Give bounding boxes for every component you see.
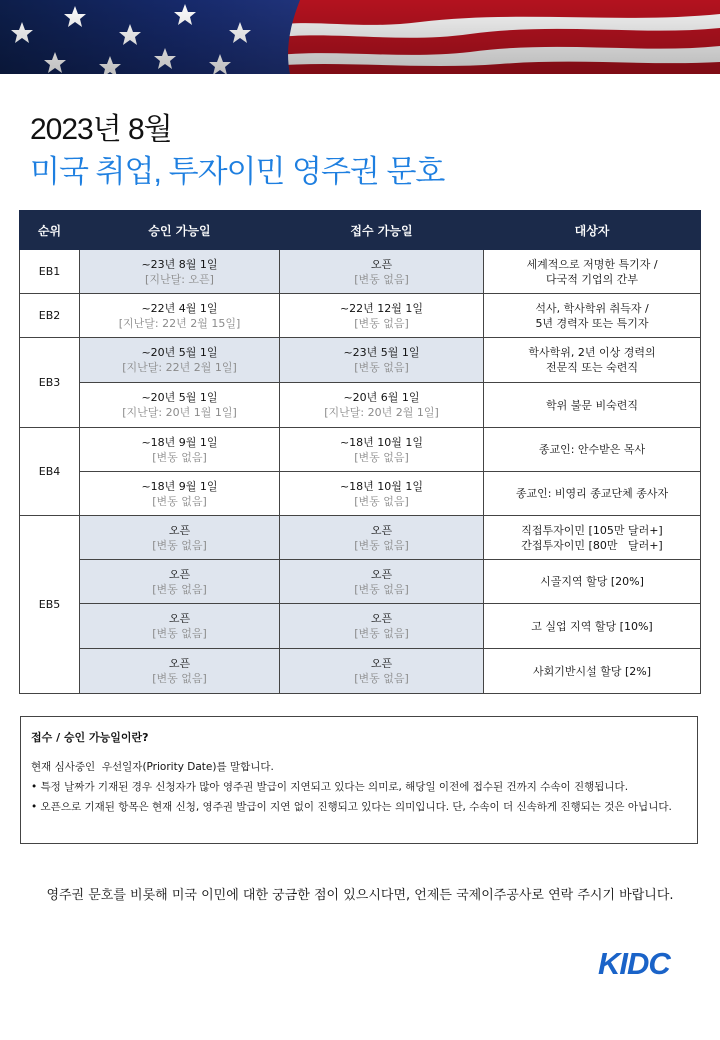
target-line: 학사학위, 2년 이상 경력의 bbox=[528, 346, 656, 359]
approval-note: [지난달: 22년 2월 15일] bbox=[118, 316, 241, 330]
filing-cell bbox=[280, 472, 484, 516]
table-row bbox=[20, 472, 701, 516]
approval-date: ~18년 9월 1일 bbox=[141, 479, 218, 493]
target-line: 세계적으로 저명한 특기자 / bbox=[526, 257, 658, 271]
filing-note: [변동 없음] bbox=[354, 627, 409, 640]
filing-note: [변동 없음] bbox=[354, 582, 409, 596]
filing-cell bbox=[280, 649, 484, 694]
filing-date: ~23년 5월 1일 bbox=[343, 346, 420, 359]
approval-date: ~20년 5월 1일 bbox=[141, 391, 218, 404]
filing-date: 오픈 bbox=[370, 567, 393, 581]
target-cell bbox=[484, 604, 701, 649]
approval-note: [변동 없음] bbox=[152, 494, 207, 508]
filing-date: ~20년 6월 1일 bbox=[343, 391, 420, 404]
table-row bbox=[20, 250, 701, 294]
page-title: 미국 취업, 투자이민 영주권 문호 bbox=[30, 154, 445, 189]
target-line: 5년 경력자 또는 특기자 bbox=[535, 316, 649, 330]
us-flag-banner bbox=[0, 0, 720, 74]
explanation-line: • 특정 날짜가 기재된 경우 신청자가 많아 영주권 발급이 지연되고 있다는 의미로, 해당일 이전에 접수된 건까지 수속이 진행됩니다. bbox=[31, 781, 629, 793]
target-cell bbox=[484, 428, 701, 472]
explanation-title: 접수 / 승인 가능일이란? bbox=[31, 731, 149, 744]
target-line: 다국적 기업의 간부 bbox=[545, 272, 638, 286]
approval-date: 오픈 bbox=[168, 612, 191, 625]
rank-eb5: EB5 bbox=[20, 516, 80, 694]
approval-date: ~20년 5월 1일 bbox=[141, 346, 218, 359]
target-line: 전문직 또는 숙련직 bbox=[545, 361, 638, 374]
filing-note: [변동 없음] bbox=[354, 361, 409, 374]
header-filing-date: 접수 가능일 bbox=[280, 211, 484, 250]
filing-date: ~18년 10월 1일 bbox=[339, 479, 424, 493]
filing-cell bbox=[280, 383, 484, 428]
approval-cell bbox=[80, 250, 280, 294]
table-row bbox=[20, 560, 701, 604]
kidc-logo bbox=[598, 944, 680, 984]
target-line: 사회기반시설 할당 [2%] bbox=[532, 664, 652, 678]
explanation-line: 현재 심사중인 우선일자(Priority Date)를 말합니다. bbox=[31, 761, 274, 773]
table-row bbox=[20, 649, 701, 694]
filing-date: 오픈 bbox=[370, 657, 393, 670]
explanation-box bbox=[20, 716, 698, 844]
filing-cell bbox=[280, 294, 484, 338]
table-row bbox=[20, 294, 701, 338]
filing-cell bbox=[280, 604, 484, 649]
filing-cell bbox=[280, 250, 484, 294]
target-line: 석사, 학사학위 취득자 / bbox=[535, 301, 649, 315]
approval-cell bbox=[80, 383, 280, 428]
approval-cell bbox=[80, 428, 280, 472]
filing-note: [변동 없음] bbox=[354, 272, 409, 286]
target-line: 간접투자이민 [80만 달러+] bbox=[521, 538, 663, 552]
target-cell bbox=[484, 560, 701, 604]
target-cell bbox=[484, 294, 701, 338]
header-target: 대상자 bbox=[484, 211, 701, 250]
approval-note: [지난달: 22년 2월 1일] bbox=[122, 361, 237, 374]
filing-date: 오픈 bbox=[370, 523, 393, 537]
header-rank: 순위 bbox=[20, 211, 80, 250]
target-cell bbox=[484, 649, 701, 694]
approval-note: [변동 없음] bbox=[152, 627, 207, 640]
approval-note: [변동 없음] bbox=[152, 538, 207, 552]
filing-date: 오픈 bbox=[370, 257, 393, 271]
approval-date: ~18년 9월 1일 bbox=[141, 435, 218, 449]
filing-cell bbox=[280, 516, 484, 560]
filing-note: [변동 없음] bbox=[354, 672, 409, 685]
rank-eb4: EB4 bbox=[20, 428, 80, 516]
table-row bbox=[20, 604, 701, 649]
visa-bulletin-table bbox=[19, 210, 701, 694]
filing-note: [변동 없음] bbox=[354, 538, 409, 552]
filing-note: [변동 없음] bbox=[354, 494, 409, 508]
filing-note: [지난달: 20년 2월 1일] bbox=[324, 406, 439, 419]
approval-cell bbox=[80, 649, 280, 694]
filing-note: [변동 없음] bbox=[354, 450, 409, 464]
approval-note: [지난달: 오픈] bbox=[145, 272, 214, 286]
target-line: 종교인: 안수받은 목사 bbox=[538, 443, 646, 456]
approval-cell bbox=[80, 294, 280, 338]
filing-date: ~22년 12월 1일 bbox=[339, 301, 424, 315]
filing-cell bbox=[280, 560, 484, 604]
target-line: 종교인: 비영리 종교단체 종사자 bbox=[515, 487, 669, 500]
table-header-row bbox=[20, 211, 701, 250]
target-line: 고 실업 지역 할당 [10%] bbox=[531, 619, 653, 633]
filing-cell bbox=[280, 338, 484, 383]
target-cell bbox=[484, 338, 701, 383]
target-line: 시골지역 할당 [20%] bbox=[540, 575, 644, 588]
target-line: 학위 불문 비숙련직 bbox=[545, 398, 638, 412]
table-row bbox=[20, 338, 701, 383]
approval-date: 오픈 bbox=[168, 567, 191, 581]
rank-eb2: EB2 bbox=[20, 294, 80, 338]
approval-cell bbox=[80, 338, 280, 383]
contact-message: 영주권 문호를 비롯해 미국 이민에 대한 궁금한 점이 있으시다면, 언제든 국제이주공사로 연락 주시기 바랍니다. bbox=[46, 888, 674, 903]
rank-eb3: EB3 bbox=[20, 338, 80, 428]
explanation-line: • 오픈으로 기재된 항목은 현재 신청, 영주권 발급이 지연 없이 진행되고 있다는 의미입니다. 단, 수속이 더 신속하게 진행되는 것은 아닙니다. bbox=[31, 801, 672, 813]
filing-cell bbox=[280, 428, 484, 472]
table-row bbox=[20, 516, 701, 560]
filing-date: ~18년 10월 1일 bbox=[339, 435, 424, 449]
approval-cell bbox=[80, 560, 280, 604]
filing-note: [변동 없음] bbox=[354, 316, 409, 330]
header-approval-date: 승인 가능일 bbox=[80, 211, 280, 250]
page-title-date: 2023년 8월 bbox=[30, 113, 172, 146]
filing-date: 오픈 bbox=[370, 612, 393, 625]
approval-note: [변동 없음] bbox=[152, 582, 207, 596]
approval-note: [변동 없음] bbox=[152, 450, 207, 464]
rank-eb1: EB1 bbox=[20, 250, 80, 294]
approval-date: ~22년 4월 1일 bbox=[141, 301, 218, 315]
table-row bbox=[20, 383, 701, 428]
approval-note: [변동 없음] bbox=[152, 672, 207, 685]
target-cell bbox=[484, 250, 701, 294]
svg-text:KIDC: KIDC bbox=[598, 946, 670, 980]
approval-cell bbox=[80, 516, 280, 560]
approval-date: 오픈 bbox=[168, 523, 191, 537]
target-cell bbox=[484, 383, 701, 428]
target-cell bbox=[484, 472, 701, 516]
table-row bbox=[20, 428, 701, 472]
approval-note: [지난달: 20년 1월 1일] bbox=[122, 406, 237, 419]
approval-cell bbox=[80, 472, 280, 516]
approval-cell bbox=[80, 604, 280, 649]
target-cell bbox=[484, 516, 701, 560]
approval-date: ~23년 8월 1일 bbox=[141, 257, 218, 271]
target-line: 직접투자이민 [105만 달러+] bbox=[521, 523, 663, 537]
approval-date: 오픈 bbox=[168, 657, 191, 670]
